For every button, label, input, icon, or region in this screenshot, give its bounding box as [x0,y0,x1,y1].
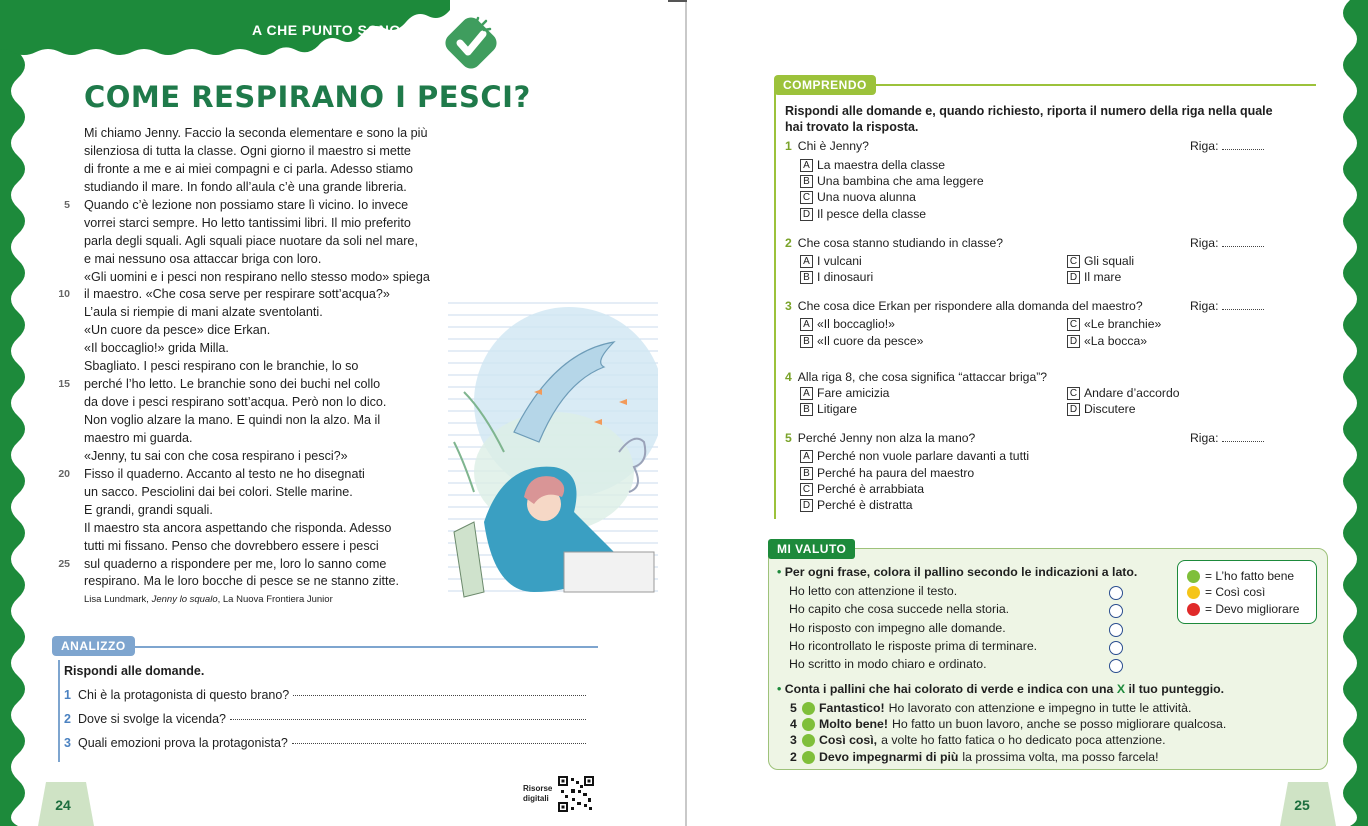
self-assessment-statement: Ho ricontrollato le risposte prima di terminare. [789,639,1038,653]
mi-valuto-instruction: • Per ogni frase, colora il pallino secondo le indicazioni a lato. [777,565,1138,579]
story-line: Mi chiamo Jenny. Faccio la seconda elementare e sono la più [84,126,428,140]
comprendo-question: 3 Che cosa dice Erkan per rispondere alla domanda del maestro? [785,299,1143,313]
option-b[interactable]: B Una bambina che ama leggere [800,174,984,188]
answer-line[interactable] [292,743,586,744]
legend-item-green: = L’ho fatto bene [1187,569,1294,583]
checkmark-badge-icon [440,12,502,74]
self-assessment-statement: Ho scritto in modo chiaro e ordinato. [789,657,987,671]
option-a[interactable]: A «Il boccaglio!» [800,317,895,331]
option-b[interactable]: B «Il cuore da pesce» [800,334,923,348]
analizzo-question: 1 Chi è la protagonista di questo brano? [64,688,586,702]
section-label: A CHE PUNTO SONO? [252,22,410,38]
left-wavy-border [0,0,32,826]
rating-circle[interactable] [1109,586,1123,600]
option-c[interactable]: C Andare d’accordo [1067,386,1180,400]
digital-resources-label: Risorse digitali [523,784,553,803]
score-option[interactable]: 3 Così così, a volte ho fatto fatica o ho dedicato poca attenzione. [790,733,1166,747]
story-line: studiando il mare. In fondo all’aula c’è una grande libreria. [84,179,407,194]
story-line: «Un cuore da pesce» dice Erkan. [84,323,271,338]
story-line: «Gli uomini e i pesci non respirano nello stesso modo» spiega [84,269,430,284]
score-option[interactable]: 5 Fantastico! Ho lavorato con attenzione e impegno in tutte le attività. [790,701,1192,715]
story-title: COME RESPIRANO I PESCI? [84,80,531,114]
story-line: maestro mi guarda. [84,430,193,445]
yellow-dot-icon [1187,586,1200,599]
story-source: Lisa Lundmark, Jenny lo squalo, La Nuova Frontiera Junior [84,594,333,605]
story-text [58,125,464,591]
rating-circle[interactable] [1109,641,1123,655]
green-dot-icon [802,718,815,731]
analizzo-rule [58,646,598,648]
comprendo-instructions: Rispondi alle domande e, quando richiesto, riporta il numero della riga nella quale hai trovato la risposta. [785,104,1273,134]
line-number: 10 [58,288,70,301]
option-d[interactable]: D Il pesce della classe [800,207,926,221]
story-line: L’aula si riempie di mani alzate sventolanti. [84,305,323,320]
option-c[interactable]: C «Le branchie» [1067,317,1161,331]
comprendo-question: 2 Che cosa stanno studiando in classe? [785,236,1004,250]
self-assessment-statement: Ho risposto con impegno alle domande. [789,621,1006,635]
comprendo-side-rule [774,84,776,519]
story-line: un sacco. Pesciolini dai bei colori. Stelle marine. [84,484,353,499]
option-c[interactable]: C Perché è arrabbiata [800,482,924,496]
right-wavy-border [1336,0,1368,826]
option-d[interactable]: D Il mare [1067,270,1121,284]
option-b[interactable]: B Perché ha paura del maestro [800,466,974,480]
option-c[interactable]: C Una nuova alunna [800,190,916,204]
self-assessment-statement: Ho capito che cosa succede nella storia. [789,602,1010,616]
green-dot-icon [802,734,815,747]
story-line: 10 il maestro. «Che cosa serve per respirare sott’acqua?» [84,286,464,304]
red-dot-icon [1187,603,1200,616]
rating-circle[interactable] [1109,623,1123,637]
rating-circle[interactable] [1109,659,1123,673]
answer-line[interactable] [293,695,586,696]
story-line: parla degli squali. Agli squali piace nuotare da soli nel mare, [84,233,418,248]
comprendo-question: 4 Alla riga 8, che cosa significa “attaccar briga”? [785,370,1048,384]
line-number: 25 [58,557,70,570]
analizzo-label: ANALIZZO [52,636,135,656]
riga-field[interactable]: Riga: [1190,236,1264,250]
right-page [687,0,1368,826]
girl-drawing-sharks-illustration [444,292,658,604]
story-line: 25 sul quaderno a rispondere per me, loro lo sanno come [84,556,464,574]
riga-field[interactable]: Riga: [1190,139,1264,153]
story-line: e mai nessuno osa attaccar briga con loro. [84,251,322,266]
story-line: tutti mi fissano. Penso che dovrebbero essere i pesci [84,538,379,553]
option-d[interactable]: D «La bocca» [1067,334,1147,348]
option-b[interactable]: B I dinosauri [800,270,873,284]
page-number: 25 [1294,797,1310,813]
option-a[interactable]: A I vulcani [800,254,862,268]
story-line: Il maestro sta ancora aspettando che risponda. Adesso [84,520,392,535]
story-line: 20 Fisso il quaderno. Accanto al testo ne ho disegnati [84,466,464,484]
story-line: «Jenny, tu sai con che cosa respirano i pesci?» [84,448,348,463]
analizzo-question: 2 Dove si svolge la vicenda? [64,712,586,726]
option-b[interactable]: B Litigare [800,402,857,416]
line-number: 15 [58,378,70,391]
line-number: 5 [64,198,70,211]
rating-circle[interactable] [1109,604,1123,618]
story-line: da dove i pesci respirano sott’acqua. Però non lo dico. [84,395,387,410]
story-line: 5 Quando c’è lezione non possiamo stare lì vicino. Io invece [84,197,464,215]
story-line: «Il boccaglio!» grida Milla. [84,341,229,356]
page-number: 24 [55,797,71,813]
score-option[interactable]: 2 Devo impegnarmi di più la prossima volta, ma posso farcela! [790,750,1159,764]
qr-code-icon[interactable] [558,776,594,812]
story-line: 15 perché l’ho letto. Le branchie sono dei buchi nel collo [84,376,464,394]
color-legend [1177,560,1317,624]
comprendo-label: COMPRENDO [774,75,876,95]
riga-field[interactable]: Riga: [1190,431,1264,445]
option-d[interactable]: D Discutere [1067,402,1135,416]
option-d[interactable]: D Perché è distratta [800,498,913,512]
story-line: Non voglio alzare la mano. E quindi non la alzo. Ma il [84,413,381,427]
green-dot-icon [1187,570,1200,583]
option-a[interactable]: A Fare amicizia [800,386,889,400]
riga-field[interactable]: Riga: [1190,299,1264,313]
green-dot-icon [802,702,815,715]
legend-item-red: = Devo migliorare [1187,602,1299,616]
story-line: E grandi, grandi squali. [84,502,213,517]
analizzo-question: 3 Quali emozioni prova la protagonista? [64,736,586,750]
mi-valuto-label: MI VALUTO [768,539,855,559]
story-line: di fronte a me e ai miei compagni e ci parla. Adesso stiamo [84,161,413,176]
analizzo-intro: Rispondi alle domande. [64,664,205,678]
legend-item-yellow: = Così così [1187,585,1265,599]
answer-line[interactable] [230,719,586,720]
comprendo-question: 1 Chi è Jenny? [785,139,869,153]
score-instruction: • Conta i pallini che hai colorato di verde e indica con una X il tuo punteggio. [777,682,1225,696]
story-line: silenziosa di tutta la classe. Ogni giorno il maestro si mette [84,143,411,158]
story-line: respirano. Ma le loro bocche di pesce se ne stanno zitte. [84,574,400,589]
story-line: Sbagliato. I pesci respirano con le branchie, lo so [84,359,359,374]
option-a[interactable]: A La maestra della classe [800,158,945,172]
option-a[interactable]: A Perché non vuole parlare davanti a tutti [800,449,1029,463]
score-option[interactable]: 4 Molto bene! Ho fatto un buon lavoro, anche se posso migliorare qualcosa. [790,717,1227,731]
story-line: vorrei starci sempre. Ho letto tantissimi libri. Il mio preferito [84,215,411,230]
line-number: 20 [58,467,70,480]
self-assessment-statement: Ho letto con attenzione il testo. [789,584,958,598]
option-c[interactable]: C Gli squali [1067,254,1134,268]
comprendo-question: 5 Perché Jenny non alza la mano? [785,431,976,445]
green-dot-icon [802,751,815,764]
